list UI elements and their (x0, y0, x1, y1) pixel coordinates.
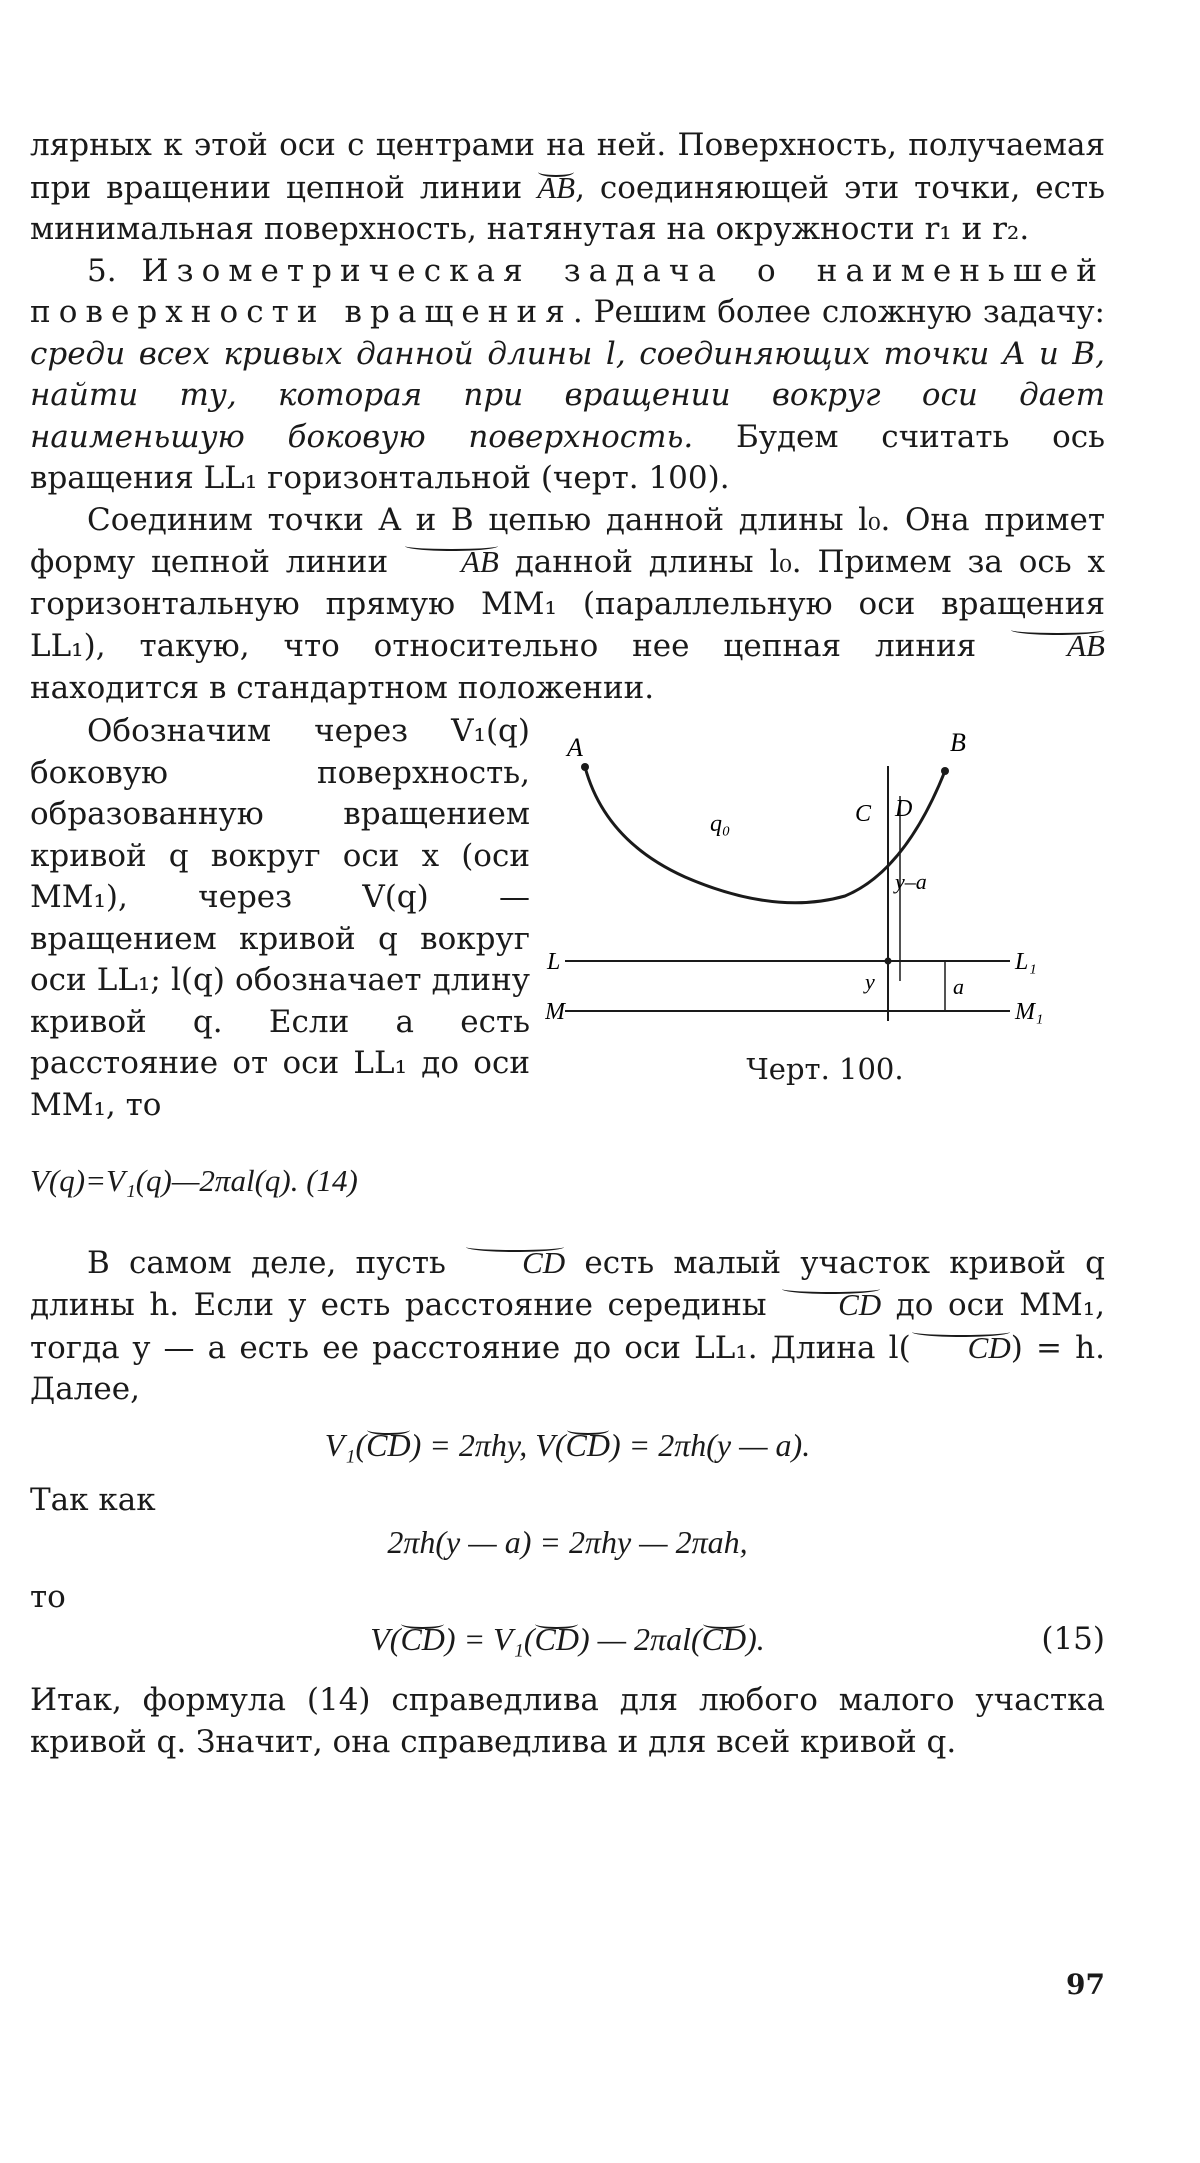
arc-notation: CD (465, 1242, 565, 1284)
point-a (581, 763, 589, 771)
formula-row-2 (30, 1522, 1105, 1564)
page-number: 97 (1066, 1968, 1105, 2001)
label-d: D (895, 796, 913, 822)
label-y-minus-a: y–a (895, 869, 927, 894)
paragraph-3: Соединим точки A и B цепью данной длины l₀. Она примет форму цепной линии AB данной длины l₀. Примем за ось x горизонтальную прямую MM₁ (параллельную оси вращения LL₁), такую, что относительно нее цепная линия AB находится в стандартном положении. (30, 501, 1105, 706)
figure-drawing (545, 711, 1105, 1041)
catenary-curve (585, 767, 945, 903)
figure-caption: Черт. 100. (746, 1052, 904, 1086)
label-l: L (547, 949, 561, 975)
label-m1: M₁ (1015, 999, 1044, 1025)
label-l1: L₁ (1015, 949, 1037, 975)
point-b (941, 767, 949, 775)
formula-identity: 2πh(y — a) = 2πhy — 2πah, (387, 1523, 748, 1560)
problem-statement: среди всех кривых данной длины l, соединяющих точки A и B, найти ту, которая при вращении вокруг оси дает наименьшую боковую поверхность. (30, 335, 1105, 455)
arc-notation: CD (911, 1327, 1011, 1369)
formula-15: V(CD) = V₁(CD) — 2πal(CD). (110, 1619, 1025, 1661)
text-with-figure (30, 711, 1105, 1202)
paragraph-6: Итак, формула (14) справедлива для любого малого участка кривой q. Значит, она справедлива и для всей кривой q. (30, 1682, 1105, 1760)
arc-notation: AB (404, 541, 499, 583)
arc-notation: AB (1010, 625, 1105, 667)
section-heading: Изометрическая задача о наименьшей поверхности вращения (30, 252, 1105, 330)
arc-notation: AB (537, 167, 575, 209)
figure-100 (545, 711, 1105, 1202)
label-m: M (545, 999, 565, 1025)
label-q0: q₀ (710, 811, 731, 837)
label-b: B (950, 728, 966, 757)
float-text (30, 711, 530, 1202)
formula-row-1 (30, 1425, 1105, 1467)
formula-row-3 (30, 1619, 1105, 1661)
paragraph-4: Обозначим через V₁(q) боковую поверхность, образованную вращением кривой q вокруг оси x (оси MM₁), через V(q) — вращением кривой q вокруг оси LL₁; l(q) обозначает длину кривой q. Если a есть расстояние от оси LL₁ до оси MM₁, то (30, 713, 530, 1123)
paragraph-1: лярных к этой оси с центрами на ней. Поверхность, получаемая при вращении цепной линии AB, соединяющей эти точки, есть минимальная поверхность, натянутая на окружности r₁ и r₂. (30, 127, 1105, 247)
label-c: C (855, 801, 872, 827)
formula-number-15: (15) (1041, 1620, 1105, 1657)
label-a-distance: a (953, 974, 964, 999)
text-then: то (30, 1579, 66, 1615)
formula-14: V(q)=V₁(q)—2πal(q). (14) (30, 1163, 358, 1198)
arc-notation: CD (781, 1284, 881, 1326)
paragraph-5: В самом деле, пусть CD есть малый участок кривой q длины h. Если y есть расстояние середины CD до оси MM₁, тогда y — a есть ее расстояние до оси LL₁. Длина l( CD) = h. Далее, (30, 1242, 1105, 1411)
text-since: Так как (30, 1482, 156, 1518)
formula-v1-v: V₁(CD) = 2πhy, V(CD) = 2πh(y — a). (30, 1425, 1105, 1467)
page-body (30, 125, 1105, 1763)
label-y: y (865, 969, 875, 994)
label-a: A (567, 733, 583, 762)
paragraph-2: 5. Изометрическая задача о наименьшей поверхности вращения. Решим более сложную задачу: среди всех кривых данной длины l, соединяющих точки A и B, найти ту, которая при вращении вокруг оси дает наименьшую боковую поверхность. Будем считать ось вращения LL₁ горизонтальной (черт. 100). (30, 252, 1106, 496)
intersection-point (885, 958, 892, 965)
